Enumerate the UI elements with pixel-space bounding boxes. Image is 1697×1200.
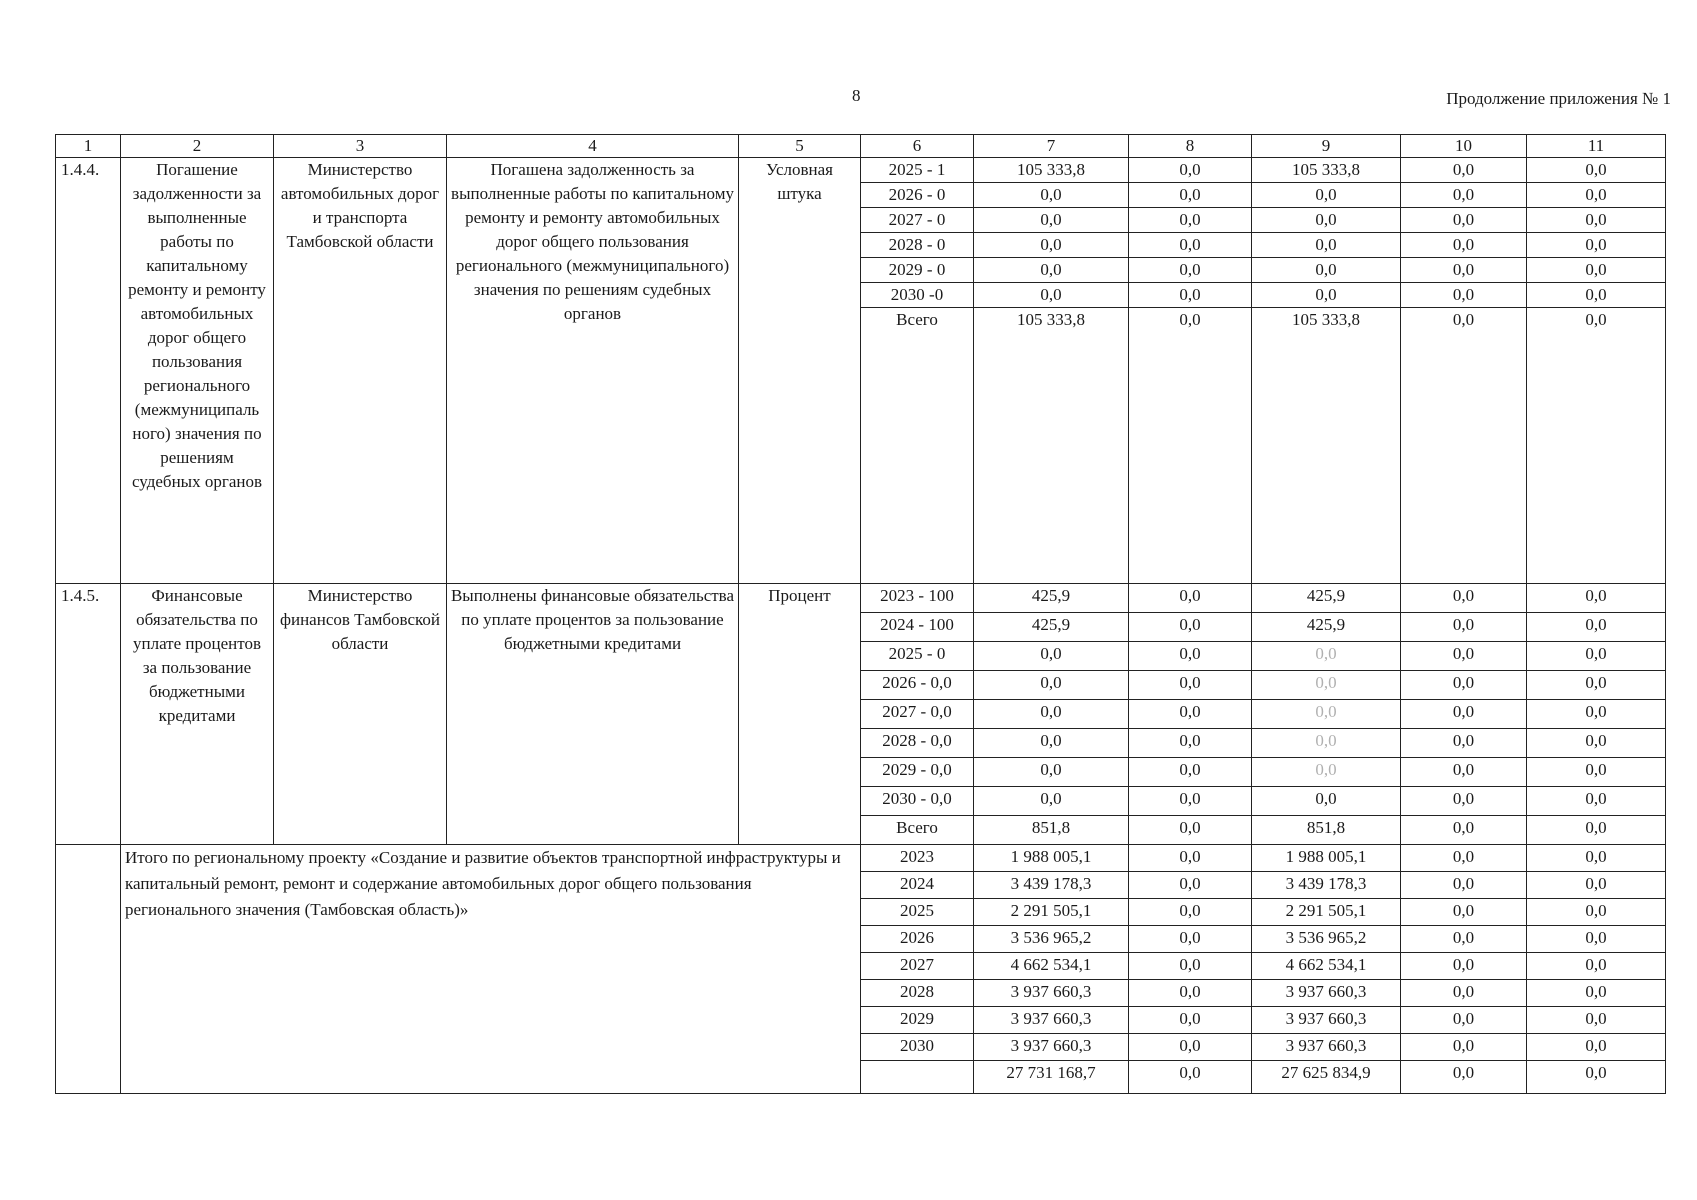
cell-c10: 0,0	[1401, 700, 1527, 729]
cell-c7: 851,8	[974, 816, 1129, 845]
cell-c10: 0,0	[1401, 183, 1527, 208]
cell-c9: 0,0	[1252, 758, 1401, 787]
cell-c11: 0,0	[1527, 899, 1666, 926]
grand-total-c9: 27 625 834,9	[1252, 1061, 1401, 1094]
cell-c7: 2 291 505,1	[974, 899, 1129, 926]
cell-c9: 1 988 005,1	[1252, 845, 1401, 872]
cell-c10: 0,0	[1401, 953, 1527, 980]
cell-c9: 0,0	[1252, 671, 1401, 700]
year-value: 2023 - 100	[861, 584, 974, 613]
cell-c8: 0,0	[1129, 816, 1252, 845]
table-row	[56, 584, 1666, 613]
cell-c11: 0,0	[1527, 308, 1666, 584]
year-value: 2026 - 0	[861, 183, 974, 208]
cell-c7: 3 439 178,3	[974, 872, 1129, 899]
cell-c11: 0,0	[1527, 980, 1666, 1007]
cell-c10: 0,0	[1401, 283, 1527, 308]
year-value: 2029 - 0	[861, 258, 974, 283]
year-value: 2026 - 0,0	[861, 671, 974, 700]
cell-c8: 0,0	[1129, 671, 1252, 700]
cell-c9: 3 937 660,3	[1252, 1007, 1401, 1034]
cell-c11: 0,0	[1527, 816, 1666, 845]
cell-c8: 0,0	[1129, 729, 1252, 758]
column-header: 8	[1129, 135, 1252, 158]
cell-c10: 0,0	[1401, 258, 1527, 283]
column-header: 2	[121, 135, 274, 158]
cell-c10: 0,0	[1401, 233, 1527, 258]
cell-c9: 0,0	[1252, 729, 1401, 758]
cell-c7: 0,0	[974, 233, 1129, 258]
cell-c10: 0,0	[1401, 758, 1527, 787]
column-header: 4	[447, 135, 739, 158]
cell-c9: 425,9	[1252, 584, 1401, 613]
column-header: 10	[1401, 135, 1527, 158]
cell-c8: 0,0	[1129, 233, 1252, 258]
grand-total-c7: 27 731 168,7	[974, 1061, 1129, 1094]
cell-c11: 0,0	[1527, 283, 1666, 308]
grand-total-c10: 0,0	[1401, 1061, 1527, 1094]
cell-c10: 0,0	[1401, 872, 1527, 899]
year-value: 2025	[861, 899, 974, 926]
cell-c8: 0,0	[1129, 758, 1252, 787]
year-total: Всего	[861, 308, 974, 584]
item-name: Финансовые обязательства по уплате процентов за пользование бюджетными кредитами	[121, 584, 274, 845]
cell-c11: 0,0	[1527, 1007, 1666, 1034]
cell-c10: 0,0	[1401, 845, 1527, 872]
cell-c9: 0,0	[1252, 283, 1401, 308]
cell-c8: 0,0	[1129, 183, 1252, 208]
cell-c11: 0,0	[1527, 671, 1666, 700]
cell-c7: 3 937 660,3	[974, 1034, 1129, 1061]
cell-c8: 0,0	[1129, 258, 1252, 283]
cell-c9: 0,0	[1252, 700, 1401, 729]
cell-c9: 0,0	[1252, 642, 1401, 671]
item-number: 1.4.4.	[56, 158, 121, 584]
cell-c9: 425,9	[1252, 613, 1401, 642]
year-value: 2023	[861, 845, 974, 872]
cell-c9: 2 291 505,1	[1252, 899, 1401, 926]
cell-c8: 0,0	[1129, 980, 1252, 1007]
year-value: 2025 - 0	[861, 642, 974, 671]
cell-c10: 0,0	[1401, 613, 1527, 642]
cell-c7: 0,0	[974, 758, 1129, 787]
cell-c8: 0,0	[1129, 899, 1252, 926]
cell-c11: 0,0	[1527, 787, 1666, 816]
cell-c10: 0,0	[1401, 729, 1527, 758]
cell-c9: 0,0	[1252, 233, 1401, 258]
cell-c7: 0,0	[974, 787, 1129, 816]
cell-c11: 0,0	[1527, 158, 1666, 183]
cell-c9: 105 333,8	[1252, 308, 1401, 584]
column-header: 11	[1527, 135, 1666, 158]
cell-c8: 0,0	[1129, 787, 1252, 816]
column-number-row	[56, 135, 1666, 158]
year-value: 2027 - 0,0	[861, 700, 974, 729]
cell-c8: 0,0	[1129, 1007, 1252, 1034]
cell-c10: 0,0	[1401, 787, 1527, 816]
cell-c10: 0,0	[1401, 816, 1527, 845]
cell-c11: 0,0	[1527, 613, 1666, 642]
year-value: 2028	[861, 980, 974, 1007]
cell-c9: 0,0	[1252, 208, 1401, 233]
cell-c11: 0,0	[1527, 258, 1666, 283]
cell-c8: 0,0	[1129, 283, 1252, 308]
cell-c8: 0,0	[1129, 953, 1252, 980]
column-header: 3	[274, 135, 447, 158]
cell-c7: 0,0	[974, 700, 1129, 729]
year-total: Всего	[861, 816, 974, 845]
cell-c8: 0,0	[1129, 845, 1252, 872]
year-value	[861, 1061, 974, 1094]
cell-c9: 0,0	[1252, 787, 1401, 816]
year-value: 2029	[861, 1007, 974, 1034]
cell-c9: 851,8	[1252, 816, 1401, 845]
cell-c10: 0,0	[1401, 158, 1527, 183]
cell-c11: 0,0	[1527, 872, 1666, 899]
page-number: 8	[852, 86, 861, 105]
year-value: 2028 - 0,0	[861, 729, 974, 758]
cell-c10: 0,0	[1401, 1007, 1527, 1034]
year-value: 2024 - 100	[861, 613, 974, 642]
cell-c8: 0,0	[1129, 872, 1252, 899]
cell-c8: 0,0	[1129, 208, 1252, 233]
year-value: 2030 -0	[861, 283, 974, 308]
cell-c7: 425,9	[974, 584, 1129, 613]
item-result: Выполнены финансовые обязательства по уплате процентов за пользование бюджетными кредитами	[447, 584, 739, 845]
item-result: Погашена задолженность за выполненные работы по капитальному ремонту и ремонту автомобильных дорог общего пользования регионального (межмуниципального) значения по решениям судебных органов	[447, 158, 739, 584]
cell-c10: 0,0	[1401, 1034, 1527, 1061]
cell-c9: 105 333,8	[1252, 158, 1401, 183]
year-value: 2030	[861, 1034, 974, 1061]
table-row	[56, 158, 1666, 183]
cell-c11: 0,0	[1527, 758, 1666, 787]
cell-c11: 0,0	[1527, 584, 1666, 613]
cell-c7: 0,0	[974, 208, 1129, 233]
cell-c11: 0,0	[1527, 953, 1666, 980]
cell-c9: 3 937 660,3	[1252, 980, 1401, 1007]
year-value: 2025 - 1	[861, 158, 974, 183]
cell-c11: 0,0	[1527, 845, 1666, 872]
year-value: 2026	[861, 926, 974, 953]
cell-c11: 0,0	[1527, 208, 1666, 233]
total-row	[56, 845, 1666, 872]
cell-c7: 0,0	[974, 642, 1129, 671]
cell-c10: 0,0	[1401, 584, 1527, 613]
cell-c8: 0,0	[1129, 158, 1252, 183]
cell-c11: 0,0	[1527, 183, 1666, 208]
cell-c7: 3 937 660,3	[974, 1007, 1129, 1034]
year-value: 2028 - 0	[861, 233, 974, 258]
column-header: 1	[56, 135, 121, 158]
column-header: 5	[739, 135, 861, 158]
cell-c7: 4 662 534,1	[974, 953, 1129, 980]
cell-c10: 0,0	[1401, 899, 1527, 926]
cell-c11: 0,0	[1527, 926, 1666, 953]
cell-c7: 105 333,8	[974, 158, 1129, 183]
cell-c8: 0,0	[1129, 1034, 1252, 1061]
cell-c8: 0,0	[1129, 642, 1252, 671]
column-header: 9	[1252, 135, 1401, 158]
cell-c9: 0,0	[1252, 258, 1401, 283]
cell-c9: 0,0	[1252, 183, 1401, 208]
cell-c7: 0,0	[974, 283, 1129, 308]
cell-c8: 0,0	[1129, 584, 1252, 613]
year-value: 2029 - 0,0	[861, 758, 974, 787]
item-unit: Условная штука	[739, 158, 861, 584]
cell-c11: 0,0	[1527, 233, 1666, 258]
appendix-continuation-note: Продолжение приложения № 1	[1446, 89, 1671, 108]
cell-c7: 3 937 660,3	[974, 980, 1129, 1007]
total-label: Итого по региональному проекту «Создание и развитие объектов транспортной инфраструктуры и капитальный ремонт, ремонт и содержание автомобильных дорог общего пользования регионального значения (Тамбовская область)»	[121, 845, 861, 1094]
cell-c7: 0,0	[974, 183, 1129, 208]
cell-c9: 3 937 660,3	[1252, 1034, 1401, 1061]
year-value: 2027 - 0	[861, 208, 974, 233]
cell-c9: 3 439 178,3	[1252, 872, 1401, 899]
cell-c10: 0,0	[1401, 671, 1527, 700]
cell-c7: 0,0	[974, 729, 1129, 758]
program-table	[55, 134, 1666, 1094]
item-name: Погашение задолженности за выполненные работы по капитальному ремонту и ремонту автомобильных дорог общего пользования регионального (межмуниципаль ного) значения по решениям судебных органов	[121, 158, 274, 584]
year-value: 2024	[861, 872, 974, 899]
cell-c7: 425,9	[974, 613, 1129, 642]
grand-total-c11: 0,0	[1527, 1061, 1666, 1094]
column-header: 6	[861, 135, 974, 158]
grand-total-c8: 0,0	[1129, 1061, 1252, 1094]
cell-c11: 0,0	[1527, 642, 1666, 671]
cell-c10: 0,0	[1401, 926, 1527, 953]
cell-c8: 0,0	[1129, 700, 1252, 729]
cell-c7: 0,0	[974, 258, 1129, 283]
cell-c10: 0,0	[1401, 642, 1527, 671]
cell-c10: 0,0	[1401, 208, 1527, 233]
item-executor: Министерство финансов Тамбовской области	[274, 584, 447, 845]
cell-c7: 1 988 005,1	[974, 845, 1129, 872]
cell-c7: 3 536 965,2	[974, 926, 1129, 953]
cell-c8: 0,0	[1129, 308, 1252, 584]
cell-c10: 0,0	[1401, 308, 1527, 584]
cell-c9: 3 536 965,2	[1252, 926, 1401, 953]
total-empty-cell	[56, 845, 121, 1094]
cell-c8: 0,0	[1129, 613, 1252, 642]
cell-c11: 0,0	[1527, 1034, 1666, 1061]
item-unit: Процент	[739, 584, 861, 845]
cell-c9: 4 662 534,1	[1252, 953, 1401, 980]
cell-c8: 0,0	[1129, 926, 1252, 953]
cell-c7: 0,0	[974, 671, 1129, 700]
year-value: 2030 - 0,0	[861, 787, 974, 816]
cell-c10: 0,0	[1401, 980, 1527, 1007]
column-header: 7	[974, 135, 1129, 158]
cell-c11: 0,0	[1527, 729, 1666, 758]
item-executor: Министерство автомобильных дорог и транспорта Тамбовской области	[274, 158, 447, 584]
item-number: 1.4.5.	[56, 584, 121, 845]
cell-c7: 105 333,8	[974, 308, 1129, 584]
cell-c11: 0,0	[1527, 700, 1666, 729]
year-value: 2027	[861, 953, 974, 980]
